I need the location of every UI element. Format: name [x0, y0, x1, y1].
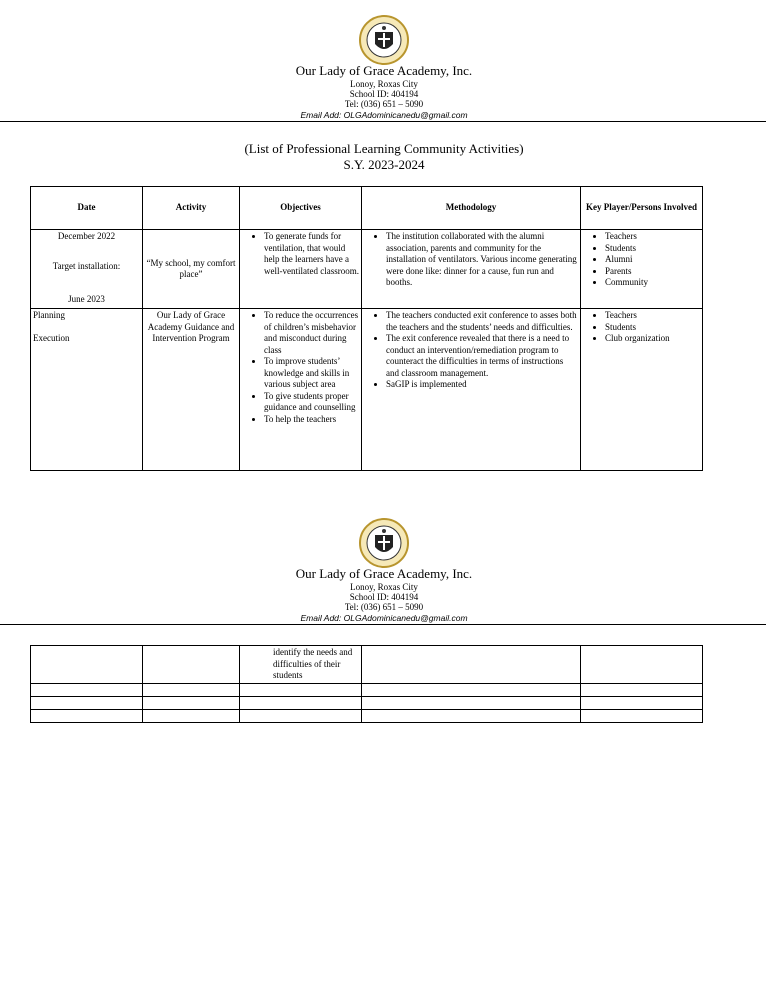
- table-row: [31, 683, 703, 696]
- date-cell: [31, 309, 143, 471]
- activity-cell: [143, 646, 240, 684]
- list-item: • To generate funds for ventilation, that would help the learners have a well-ventilated classroom.: [264, 231, 359, 277]
- table-row: [31, 309, 703, 471]
- list-item: • Club organization: [605, 333, 700, 345]
- empty-cell: [362, 696, 581, 709]
- objectives-cell: [240, 309, 362, 471]
- empty-cell: [143, 683, 240, 696]
- key-players-cell: [581, 646, 703, 684]
- date-cell: [31, 230, 143, 309]
- table-header-row: [31, 187, 703, 230]
- empty-cell: [240, 696, 362, 709]
- empty-cell: [581, 709, 703, 722]
- empty-cell: [581, 696, 703, 709]
- date-line: December 2022: [57, 231, 116, 241]
- methodology-cell: [362, 230, 581, 309]
- date-line: Planning: [33, 310, 66, 320]
- list-item: • Teachers: [605, 231, 700, 243]
- objectives-cell: [240, 230, 362, 309]
- header-divider: [0, 121, 766, 122]
- school-name: Our Lady of Grace Academy, Inc.: [295, 566, 473, 581]
- header-activity: Activity: [143, 187, 240, 230]
- list-item: • To reduce the occurrences of children’s misbehavior and misconduct during class: [264, 310, 359, 356]
- document-title: (List of Professional Learning Community Activities): [244, 141, 524, 156]
- list-item: • To improve students’ knowledge and skills in various subject area: [264, 356, 359, 391]
- list-item: • SaGIP is implemented: [386, 379, 578, 391]
- school-seal-logo: [358, 14, 410, 66]
- empty-cell: [143, 696, 240, 709]
- list-item: • The teachers conducted exit conference to asses both the teachers and the students’ needs and difficulties.: [386, 310, 578, 333]
- header-objectives: Objectives: [240, 187, 362, 230]
- empty-cell: [240, 683, 362, 696]
- list-item: • To give students proper guidance and counselling: [264, 391, 359, 414]
- header-date: Date: [31, 187, 143, 230]
- table-row: [31, 709, 703, 722]
- date-cell: [31, 646, 143, 684]
- empty-cell: [240, 709, 362, 722]
- empty-cell: [362, 709, 581, 722]
- school-address: Lonoy, Roxas City: [350, 582, 418, 592]
- empty-cell: [143, 709, 240, 722]
- list-item: • The institution collaborated with the alumni association, parents and community for the installation of ventilators. Various income generating were done like: dinner for a cause, fun run and booths.: [386, 231, 578, 289]
- list-item: • To help the teachers: [264, 414, 359, 426]
- table-row: [31, 696, 703, 709]
- methodology-cell: [362, 309, 581, 471]
- plc-activities-table: [30, 186, 703, 471]
- school-id: School ID: 404194: [349, 592, 419, 602]
- list-item: • Community: [605, 277, 700, 289]
- key-players-cell: [581, 309, 703, 471]
- header-divider: [0, 624, 766, 625]
- header-methodology: Methodology: [362, 187, 581, 230]
- school-email: Email Add: OLGAdominicanedu@gmail.com: [300, 613, 468, 623]
- list-item: • Students: [605, 322, 700, 334]
- date-line: Execution: [33, 332, 70, 343]
- methodology-cell: [362, 646, 581, 684]
- school-year: S.Y. 2023-2024: [343, 157, 425, 172]
- plc-activities-table-continued: [30, 645, 703, 723]
- empty-cell: [31, 696, 143, 709]
- date-line: June 2023: [68, 294, 105, 304]
- list-item: • The exit conference revealed that there is a need to conduct an intervention/remediation program to counteract the difficulties in terms of instructions and classroom management.: [386, 333, 578, 379]
- date-line: Target installation:: [52, 260, 121, 271]
- empty-cell: [31, 709, 143, 722]
- empty-cell: [362, 683, 581, 696]
- list-item: • Alumni: [605, 254, 700, 266]
- list-item: • Students: [605, 243, 700, 255]
- activity-cell: Our Lady of Grace Academy Guidance and Intervention Program: [143, 309, 240, 471]
- key-players-cell: [581, 230, 703, 309]
- list-item: • Teachers: [605, 310, 700, 322]
- school-tel: Tel: (036) 651 – 5090: [344, 602, 424, 612]
- school-address: Lonoy, Roxas City: [350, 79, 418, 89]
- table-row: [31, 230, 703, 309]
- school-email: Email Add: OLGAdominicanedu@gmail.com: [300, 110, 468, 120]
- list-item: • Parents: [605, 266, 700, 278]
- school-tel: Tel: (036) 651 – 5090: [344, 99, 424, 109]
- school-name: Our Lady of Grace Academy, Inc.: [295, 63, 473, 78]
- empty-cell: [31, 683, 143, 696]
- school-seal-logo: [358, 517, 410, 569]
- activity-cell: “My school, my comfort place”: [143, 230, 240, 309]
- empty-cell: [581, 683, 703, 696]
- objectives-cell: identify the needs and difficulties of their students: [240, 646, 362, 684]
- header-key-players: Key Player/Persons Involved: [581, 187, 703, 230]
- table-row: [31, 646, 703, 684]
- school-id: School ID: 404194: [349, 89, 419, 99]
